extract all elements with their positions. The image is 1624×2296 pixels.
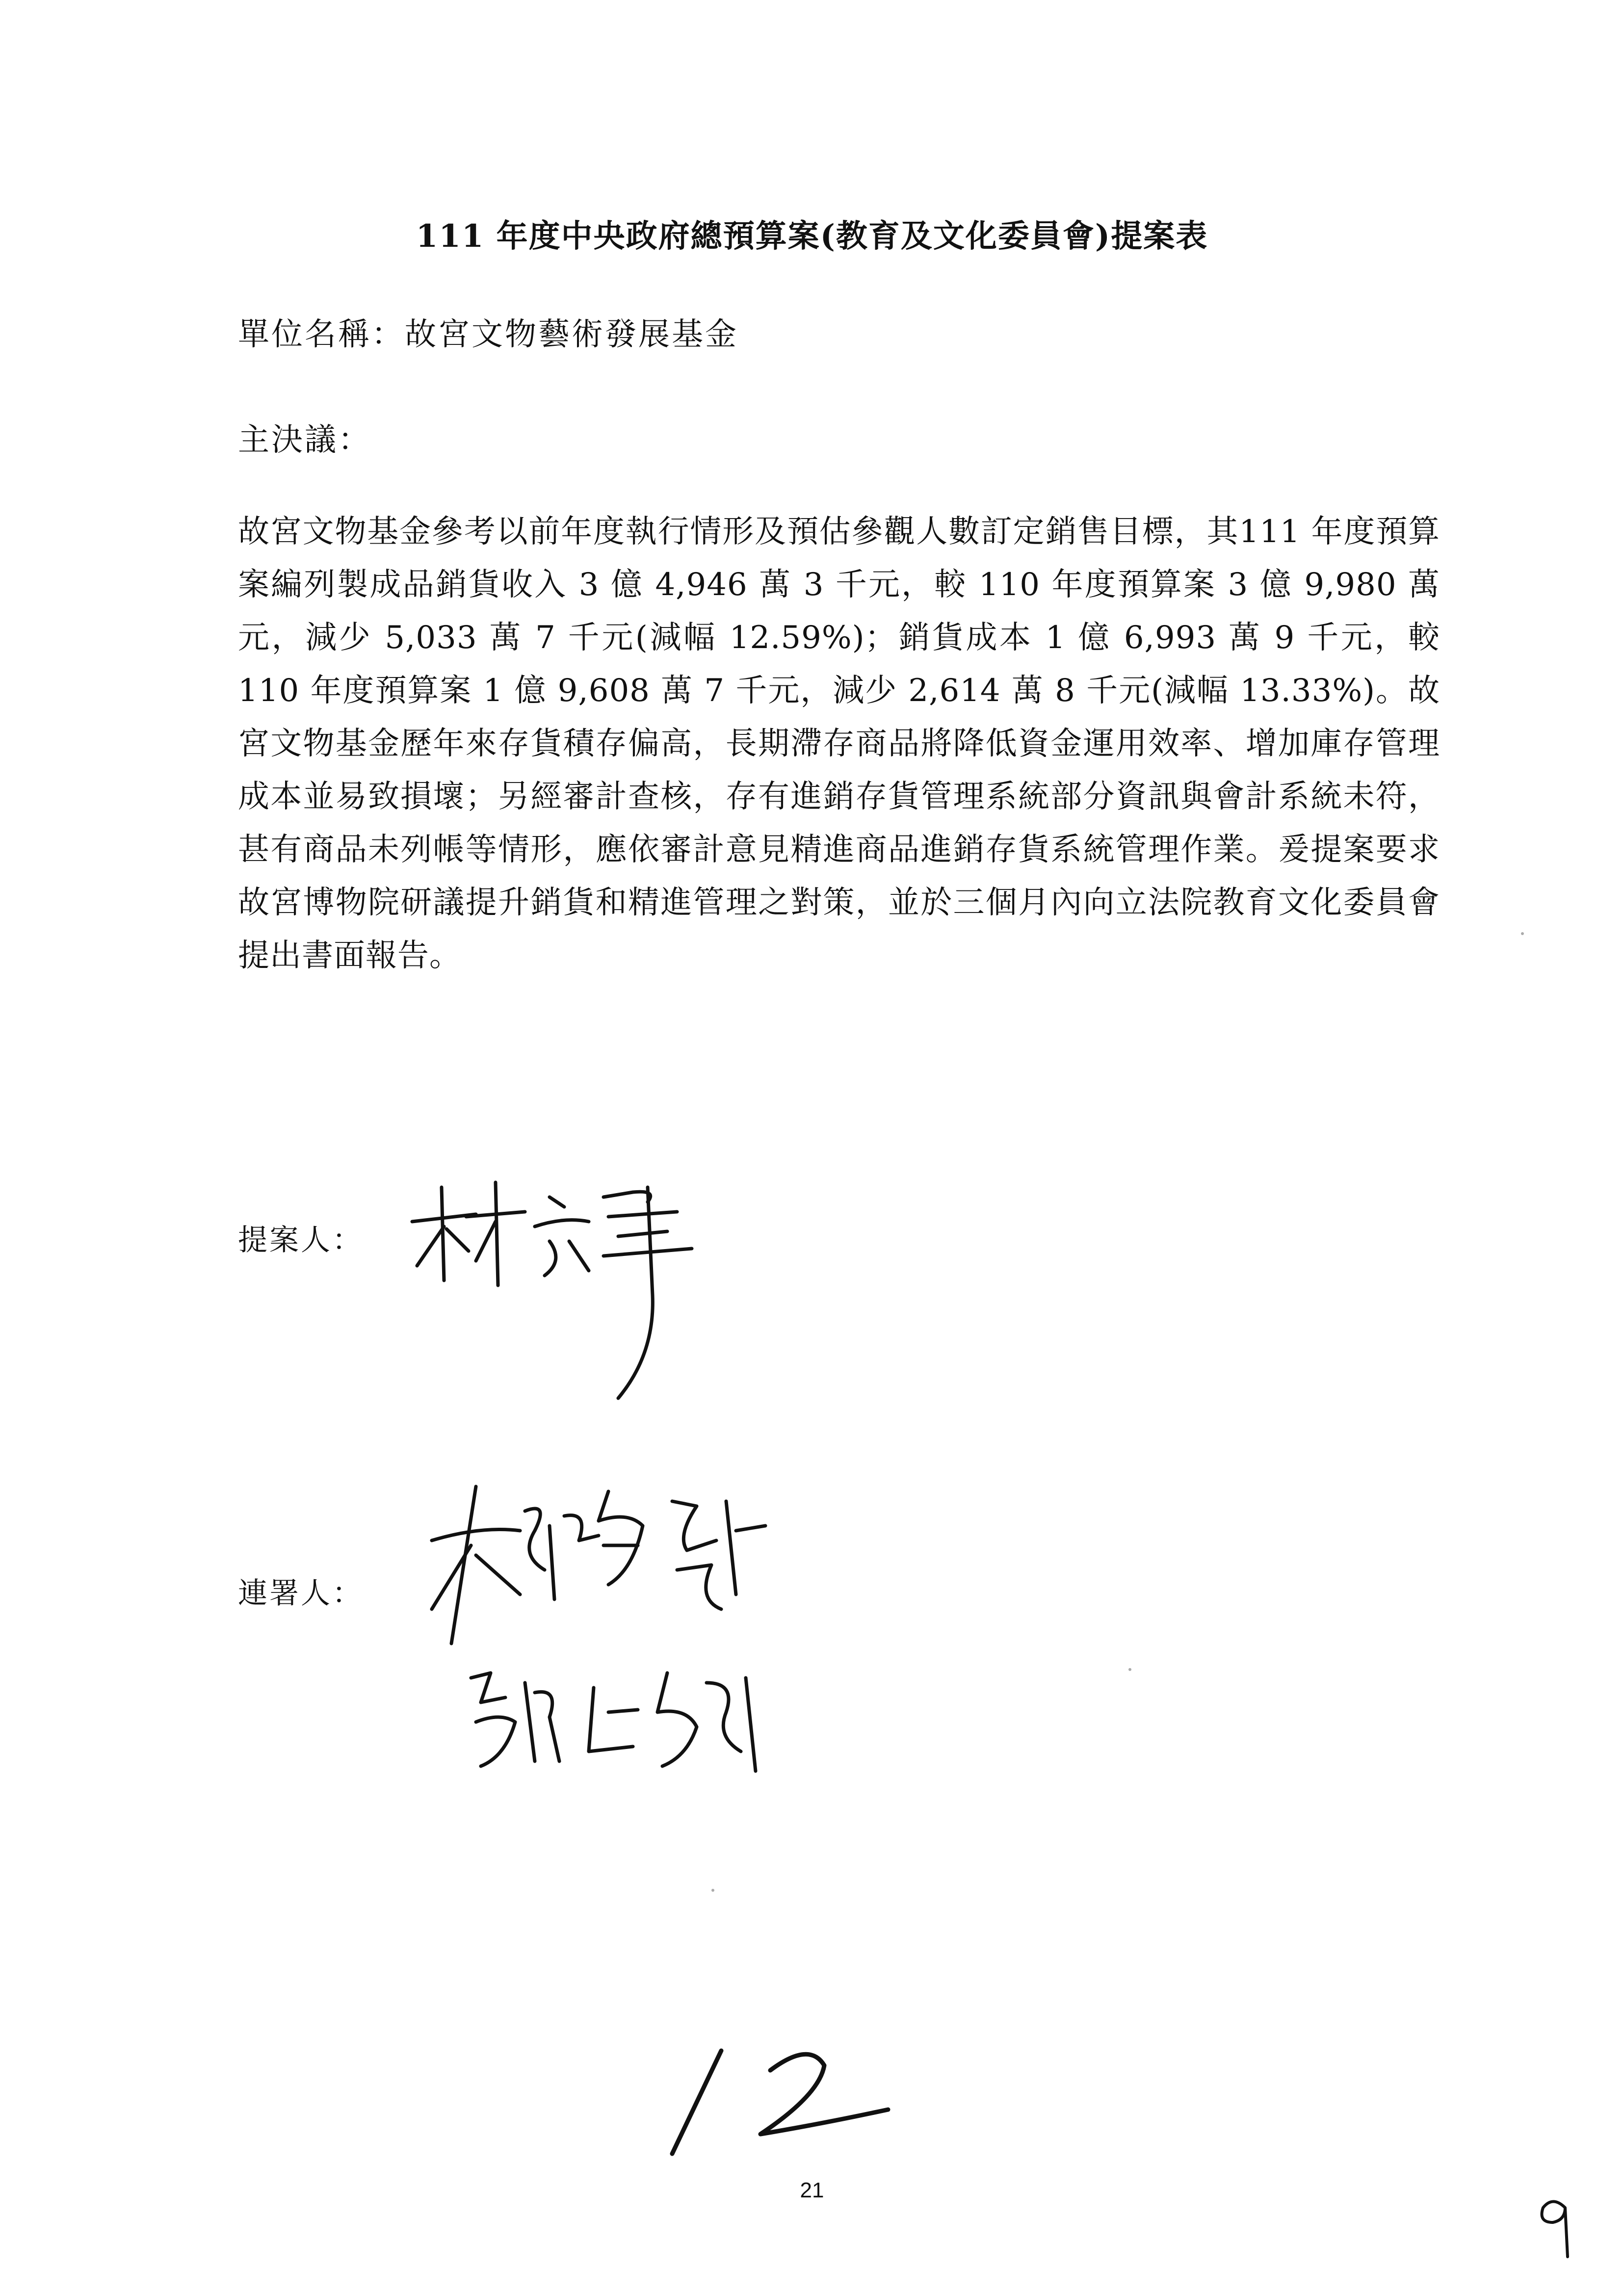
scan-speck: [1521, 932, 1524, 935]
cosigner-label: 連署人：: [238, 1576, 364, 1611]
proposer-signature: [402, 1168, 707, 1413]
resolution-label: 主決議：: [238, 422, 371, 458]
page-number: 21: [800, 2178, 824, 2202]
scan-speck: [1128, 1668, 1131, 1671]
unit-name: 單位名稱：故宮文物藝術發展基金: [238, 316, 738, 353]
cosigner-signature-1: [422, 1472, 775, 1668]
proposer-label: 提案人：: [238, 1223, 364, 1257]
corner-number: [1533, 2193, 1577, 2262]
proposal-title: 111 年度中央政府總預算案(教育及文化委員會)提案表: [416, 218, 1208, 255]
handwritten-number: [662, 2036, 898, 2164]
resolution-body: 故宮文物基金參考以前年度執行情形及預估參觀人數訂定銷售目標，其111 年度預算案編列製成品銷貨收入 3 億 4,946 萬 3 千元，較 110 年度預算案 3 億 9,980 萬元，減少 5,033 萬 7 千元(減幅 12.59%)；銷貨成本 1 億 6,993 萬 9 千元，較 110 年度預算案 1 億 9,608 萬 7 千元，減少 2,614 萬 8 千元(減幅 13.33%)。故宮文物基金歷年來存貨積存偏高，長期滯存商品將降低資金運用效率、增加庫存管理成本並易致損壞；另經審計查核，存有進銷存貨管理系統部分資訊與會計系統未符，甚有商品未列帳等情形，應依審計意見精進商品進銷存貨系統管理作業。爰提案要求故宮博物院研議提升銷貨和精進管理之對策，並於三個月內向立法院教育文化委員會提出書面報告。: [238, 514, 1440, 974]
scan-speck: [711, 1889, 714, 1892]
cosigner-signature-2: [461, 1653, 775, 1781]
